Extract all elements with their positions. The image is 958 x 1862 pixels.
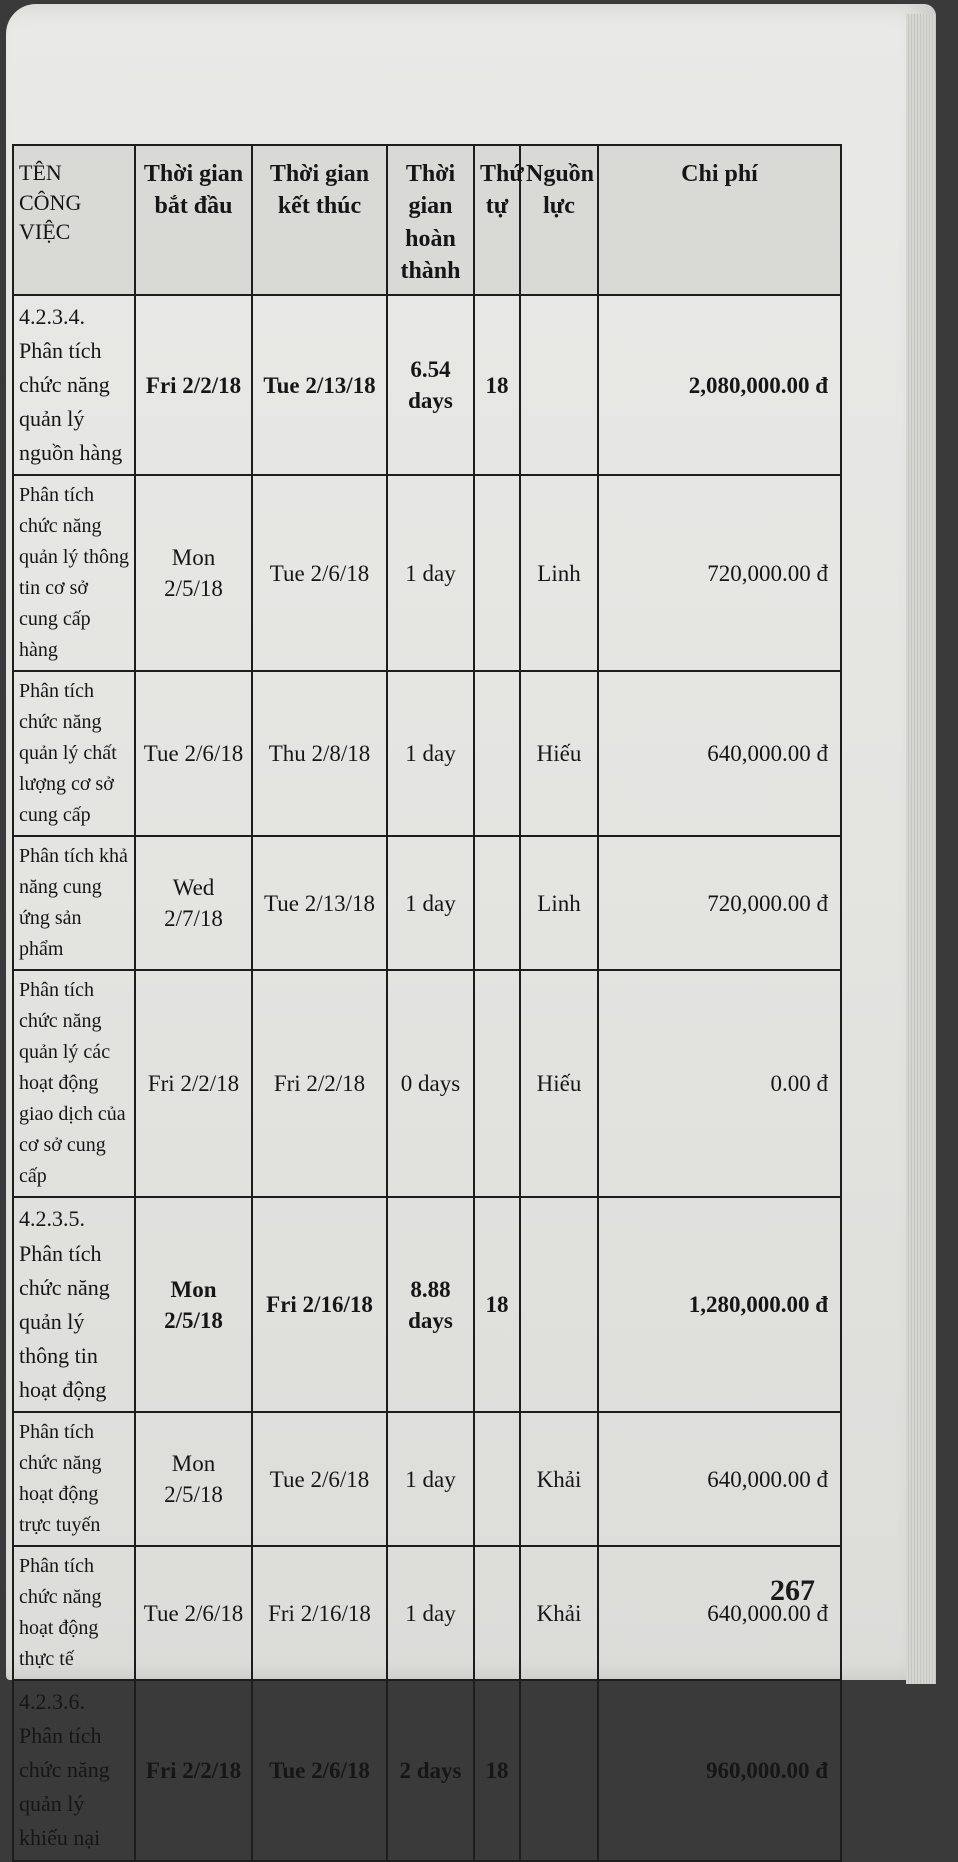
table-row	[13, 475, 841, 671]
cell-start: Fri 2/2/18	[135, 295, 252, 475]
table-row	[13, 970, 841, 1197]
table-row	[13, 1412, 841, 1546]
cell-start: Tue 2/6/18	[135, 1546, 252, 1680]
header-finish: Thời gian kết thúc	[252, 145, 387, 295]
cell-duration: 1 day	[387, 1546, 474, 1680]
header-cost: Chi phí	[598, 145, 841, 295]
cell-duration: 0 days	[387, 970, 474, 1197]
table-row	[13, 295, 841, 475]
cell-cost: 720,000.00 đ	[598, 475, 841, 671]
cell-finish: Tue 2/6/18	[252, 1680, 387, 1860]
table-header-row	[13, 145, 841, 295]
cell-cost: 960,000.00 đ	[598, 1680, 841, 1860]
cell-order: 18	[474, 295, 520, 475]
cell-duration: 6.54 days	[387, 295, 474, 475]
cell-order: 18	[474, 1680, 520, 1860]
book-page	[6, 4, 936, 1851]
cell-resource: Khải	[520, 1546, 598, 1680]
cell-task-name: Phân tích chức năng hoạt động thực tế	[13, 1546, 135, 1680]
cell-start: Wed 2/7/18	[135, 836, 252, 970]
cell-finish: Tue 2/6/18	[252, 475, 387, 671]
cell-cost: 640,000.00 đ	[598, 671, 841, 836]
cell-order: 18	[474, 1197, 520, 1412]
cell-start: Fri 2/2/18	[135, 970, 252, 1197]
cell-order	[474, 1546, 520, 1680]
cell-order	[474, 1412, 520, 1546]
cell-cost: 0.00 đ	[598, 970, 841, 1197]
table-row	[13, 1197, 841, 1412]
cell-resource: Linh	[520, 836, 598, 970]
cell-order	[474, 836, 520, 970]
cell-cost: 1,280,000.00 đ	[598, 1197, 841, 1412]
cell-finish: Tue 2/13/18	[252, 836, 387, 970]
cell-start: Fri 2/2/18	[135, 1680, 252, 1860]
cell-order	[474, 671, 520, 836]
cell-finish: Tue 2/13/18	[252, 295, 387, 475]
header-duration: Thời gian hoàn thành	[387, 145, 474, 295]
table-row	[13, 671, 841, 836]
cell-resource: Linh	[520, 475, 598, 671]
cell-start: Mon 2/5/18	[135, 475, 252, 671]
cell-cost: 640,000.00 đ	[598, 1412, 841, 1546]
cell-finish: Fri 2/2/18	[252, 970, 387, 1197]
task-cost-table	[12, 144, 842, 1862]
page-edge	[906, 14, 936, 1684]
cell-cost: 720,000.00 đ	[598, 836, 841, 970]
cell-finish: Fri 2/16/18	[252, 1546, 387, 1680]
cell-duration: 1 day	[387, 836, 474, 970]
cell-resource	[520, 1680, 598, 1860]
cell-duration: 1 day	[387, 671, 474, 836]
cell-cost: 640,000.00 đ	[598, 1546, 841, 1680]
cell-task-name: 4.2.3.6. Phân tích chức năng quản lý khiếu nại	[13, 1680, 135, 1860]
cell-task-name: Phân tích chức năng hoạt động trực tuyến	[13, 1412, 135, 1546]
cell-duration: 2 days	[387, 1680, 474, 1860]
cell-task-name: Phân tích chức năng quản lý chất lượng cơ sở cung cấp	[13, 671, 135, 836]
cell-finish: Tue 2/6/18	[252, 1412, 387, 1546]
cell-duration: 8.88 days	[387, 1197, 474, 1412]
header-start: Thời gian bắt đầu	[135, 145, 252, 295]
cell-resource	[520, 295, 598, 475]
cell-start: Tue 2/6/18	[135, 671, 252, 836]
header-task-name: TÊN CÔNG VIỆC	[13, 145, 135, 295]
header-resource: Nguồn lực	[520, 145, 598, 295]
cell-task-name: Phân tích chức năng quản lý thông tin cơ sở cung cấp hàng	[13, 475, 135, 671]
cell-task-name: 4.2.3.5. Phân tích chức năng quản lý thông tin hoạt động	[13, 1197, 135, 1412]
cell-cost: 2,080,000.00 đ	[598, 295, 841, 475]
cell-finish: Fri 2/16/18	[252, 1197, 387, 1412]
table-row	[13, 1680, 841, 1860]
cell-start: Mon 2/5/18	[135, 1197, 252, 1412]
cell-resource: Hiếu	[520, 671, 598, 836]
cell-task-name: 4.2.3.4. Phân tích chức năng quản lý nguồn hàng	[13, 295, 135, 475]
page-number: 267	[770, 1574, 815, 1607]
header-order: Thứ tự	[474, 145, 520, 295]
cell-order	[474, 475, 520, 671]
cell-resource	[520, 1197, 598, 1412]
cell-resource: Khải	[520, 1412, 598, 1546]
cell-finish: Thu 2/8/18	[252, 671, 387, 836]
table-row	[13, 1546, 841, 1680]
cell-task-name: Phân tích khả năng cung ứng sản phẩm	[13, 836, 135, 970]
cell-duration: 1 day	[387, 1412, 474, 1546]
cell-order	[474, 970, 520, 1197]
cell-start: Mon 2/5/18	[135, 1412, 252, 1546]
cell-duration: 1 day	[387, 475, 474, 671]
cell-task-name: Phân tích chức năng quản lý các hoạt động giao dịch của cơ sở cung cấp	[13, 970, 135, 1197]
table-row	[13, 836, 841, 970]
cell-resource: Hiếu	[520, 970, 598, 1197]
